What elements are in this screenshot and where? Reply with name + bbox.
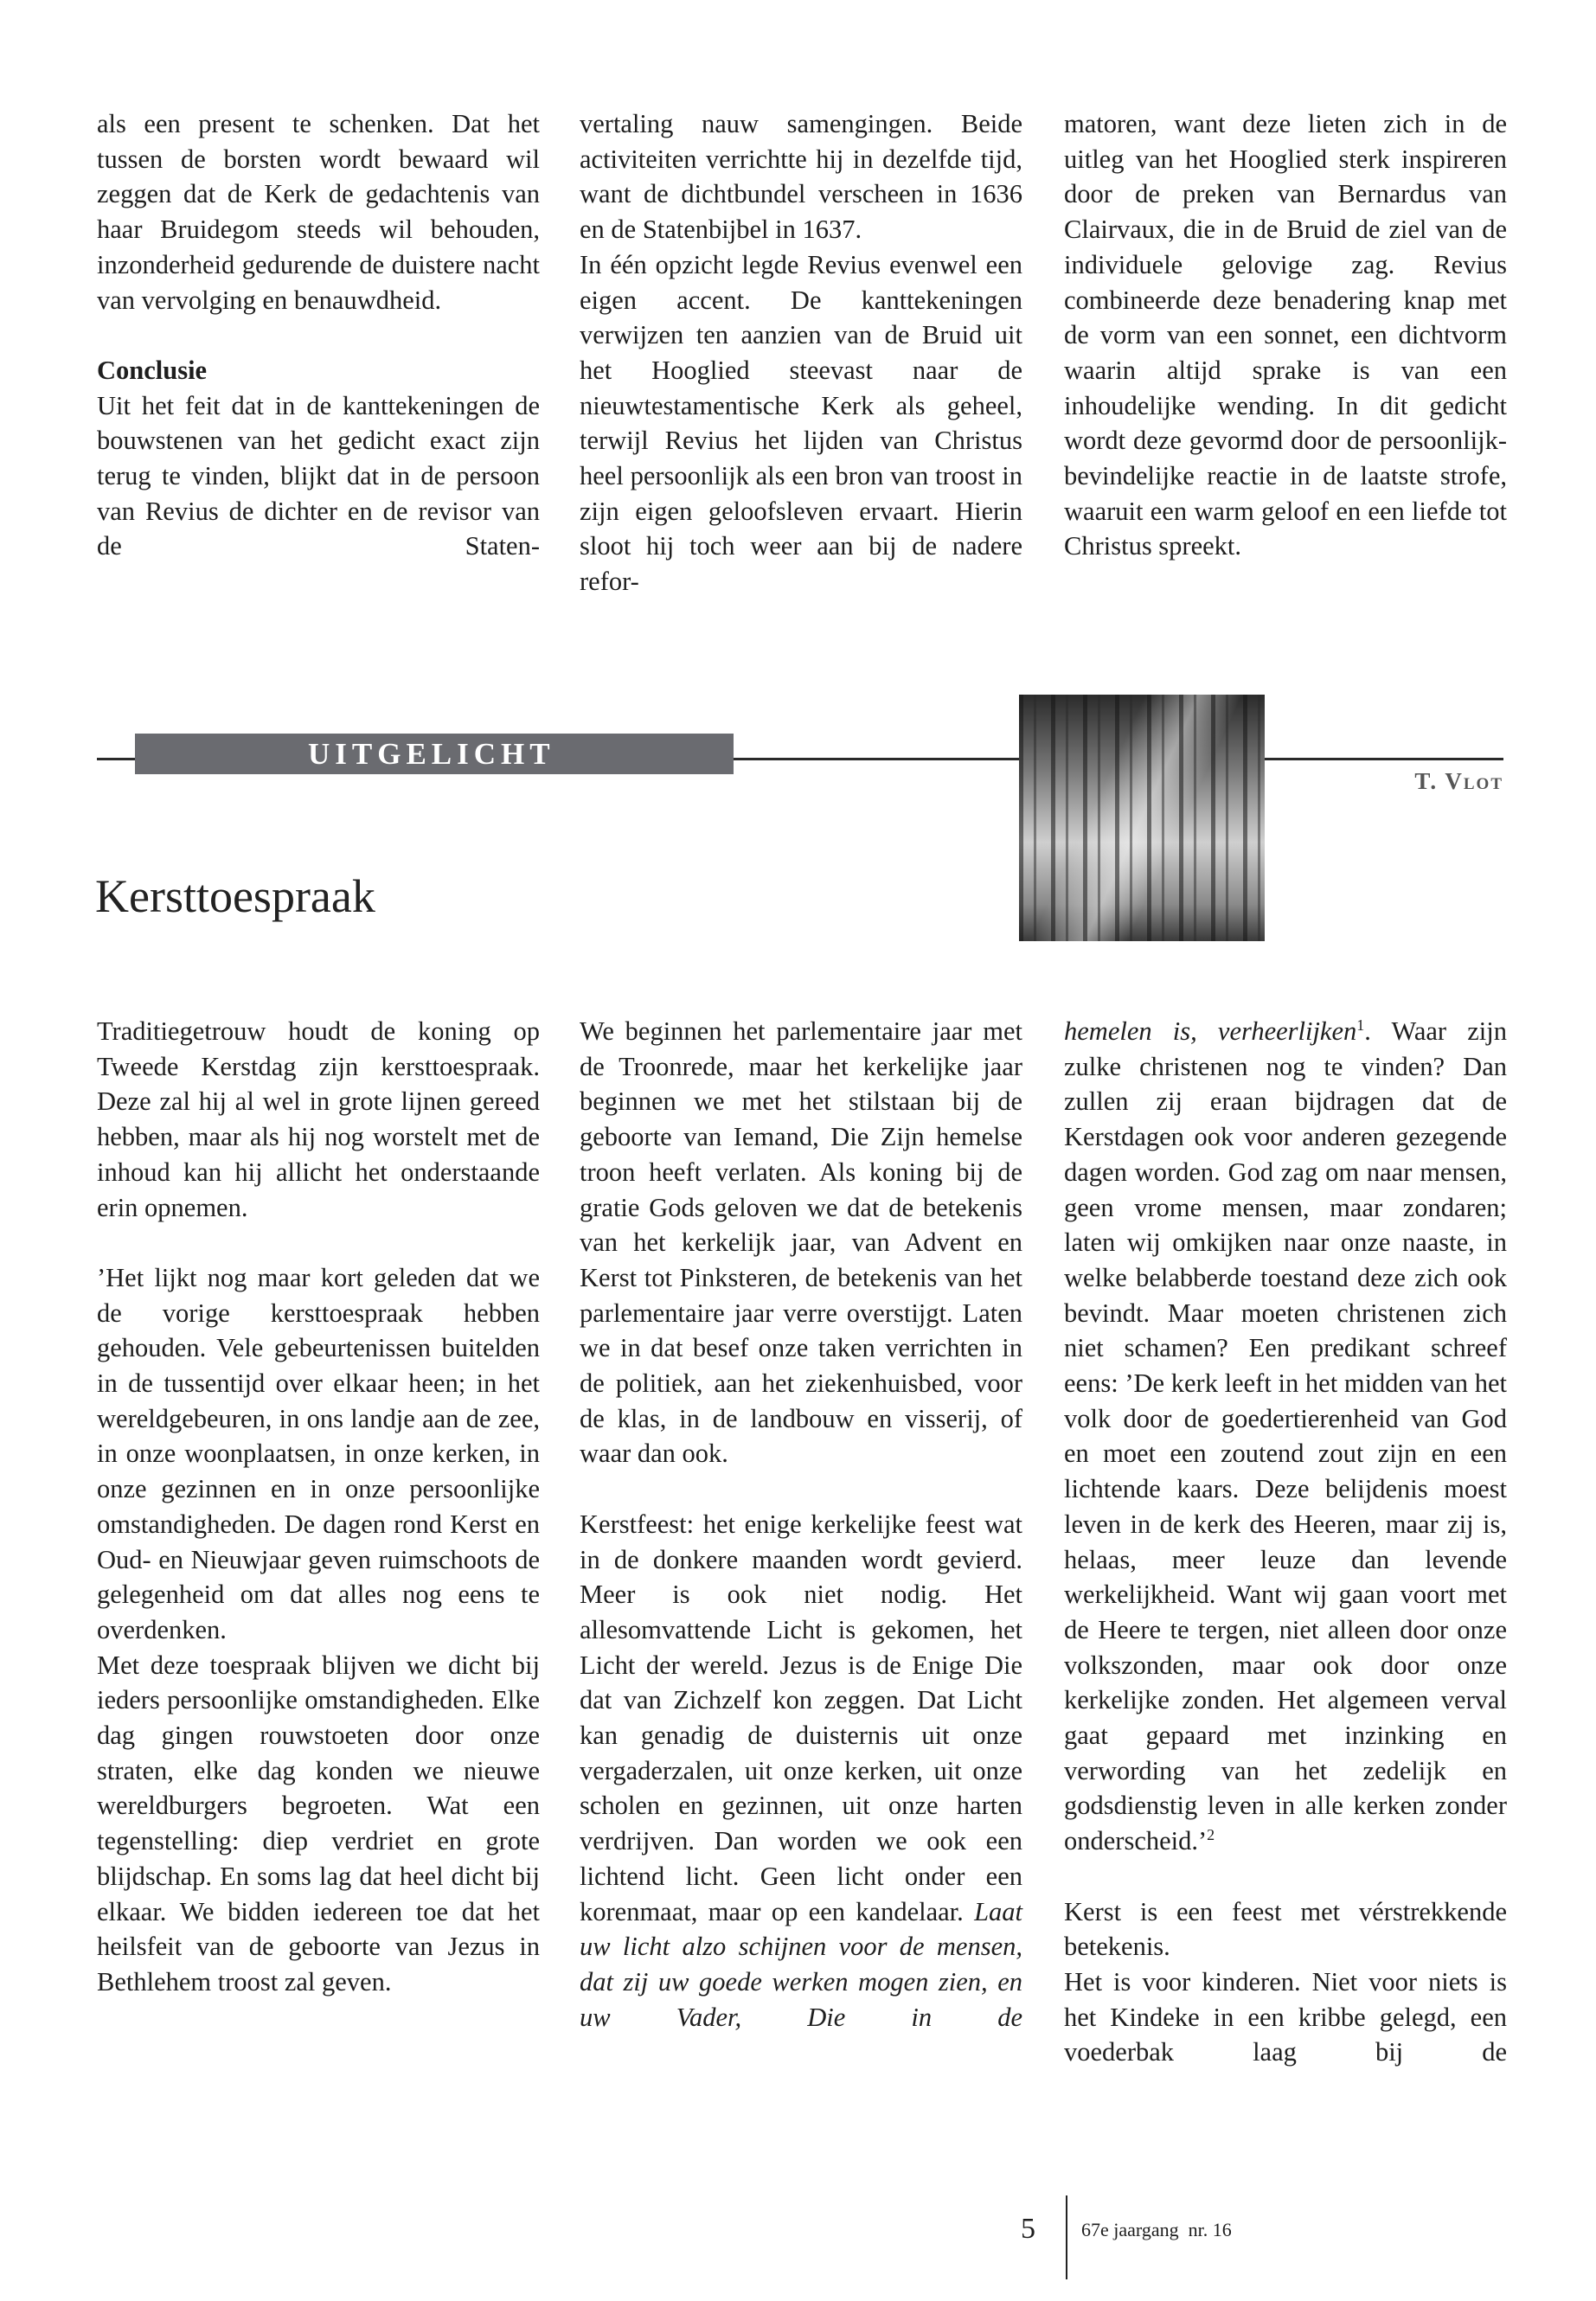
paragraph: als een present te schenken. Dat het tussen de borsten wordt bewaard wil zeggen dat de Kerk de gedachtenis van haar Bruidegom steeds wil behouden, inzonderheid gedurende de duistere nacht van vervolging en benauwdheid. [97, 109, 540, 315]
paragraph: Kerst is een feest met vérstrekkende betekenis. [1064, 1896, 1507, 1962]
header-rule [97, 758, 135, 760]
paragraph: Traditiegetrouw houdt de koning op Tweede Kerstdag zijn kersttoespraak. Deze zal hij al wel in grote lijnen gereed hebben, maar als hij nog worstelt met de inhoud kan hij allicht het onderstaande erin opnemen. [97, 1016, 540, 1222]
section-heading: Conclusie [97, 355, 208, 385]
article-title: Kersttoespraak [95, 870, 375, 922]
paragraph: We beginnen het parlementaire jaar met de Troonrede, maar het kerkelijke jaar beginnen we met het stilstaan bij de geboorte van Iemand, Die Zijn hemelse troon heeft verlaten. Als koning bij de gratie Gods geloven we dat de betekenis van het kerkelijk jaar, van Advent en Kerst tot Pinksteren, de betekenis van het parlementaire jaar verre overstijgt. Laten we in dat besef onze taken verrichten in de politiek, aan het ziekenhuisbed, voor de klas, in de landbouw en visserij, of waar dan ook. [580, 1016, 1022, 1469]
bible-quote: Laat uw licht alzo schijnen voor de mensen, dat zij uw goede werken mogen zien, en uw Vader, Die in de [580, 1896, 1022, 2032]
article-column-1 [97, 1014, 540, 2000]
paragraph: Het is voor kinderen. Niet voor niets is het Kindeke in een kribbe gelegd, een voederbak laag bij de [1064, 1966, 1507, 2067]
paragraph: matoren, want deze lieten zich in de uitleg van het Hooglied sterk inspireren door de preken van Bernardus van Clairvaux, die in de Bruid de ziel van de individuele gelovige zag. Revius combineerde deze benadering knap met de vorm van een sonnet, een dichtvorm waarin altijd sprake is van een inhoudelijke wending. In dit gedicht wordt deze gevormd door de persoonlijk-bevindelijke reactie in de laatste strofe, waaruit een warm geloof en een liefde tot Christus spreekt. [1064, 109, 1507, 561]
paragraph: ’Het lijkt nog maar kort geleden dat we de vorige kersttoespraak hebben gehouden. Vele gebeurtenissen buitelden in de tussentijd over elkaar heen; in het wereldgebeuren, in ons landje aan de zee, in onze woonplaatsen, in onze kerken, in onze gezinnen en in onze persoonlijke omstandigheden. De dagen rond Kerst en Oud- en Nieuwjaar geven ruimschoots de gelegenheid om dat alles nog eens te overdenken. [97, 1262, 540, 1644]
paragraph-text: . Waar zijn zulke christenen nog te vinden? Dan zullen zij eraan bijdragen dat de Kerstdagen ook voor anderen gezegende dagen worden. God zag om naar mensen, geen vrome mensen, maar zondaren; laten wij omkijken naar onze naaste, in welke belabberde toestand deze zich ook bevindt. Maar moeten christenen zich niet schamen? Een predikant schreef eens: ’De kerk leeft in het midden van het volk door de goedertierenheid van God en moet een zoutend zout zijn en een lichtende kaars. Deze belijdenis moest leven in de kerk des Heeren, maar zij is, helaas, meer leuze dan levende werkelijkheid. Want wij gaan voort met de Heere te tergen, niet alleen door onze volkszonden, maar ook door onze kerkelijke zonden. Het algemeen verval gaat gepaard met inzinking en verwording van het zedelijk en godsdienstig leven in alle kerken zonder onderscheid.’ [1064, 1016, 1507, 1856]
header-rule [1265, 758, 1503, 760]
section-label: UITGELICHT [135, 734, 734, 774]
paragraph: Met deze toespraak blijven we dicht bij ieders persoonlijke omstandigheden. Elke dag gingen rouwstoeten door onze straten, elke dag konden we nieuwe wereldburgers begroeten. Wat een tegenstelling: diep verdriet en grote blijdschap. En soms lag dat heel dicht bij elkaar. We bidden iedereen toe dat het heilsfeit van de geboorte van Jezus in Bethlehem troost zal geven. [97, 1650, 540, 1997]
paragraph [580, 1507, 1022, 2035]
paragraph: vertaling nauw samengingen. Beide activiteiten verrichtte hij in dezelfde tijd, want de dichtbundel verscheen in 1636 en de Statenbijbel in 1637. [580, 109, 1022, 245]
issue-info: 67e jaargang nr. 16 [1081, 2219, 1232, 2240]
paragraph: In één opzicht legde Revius evenwel een eigen accent. De kanttekeningen verwijzen ten aanzien van de Bruid uit het Hooglied steevast naar de nieuwtestamentische Kerk als geheel, terwijl Revius het lijden van Christus heel persoonlijk als een bron van troost in zijn eigen geloofsleven ervaart. Hierin sloot hij toch weer aan bij de nadere refor- [580, 249, 1022, 597]
article-column-3 [1064, 1014, 1507, 2070]
bible-quote: hemelen is, verheerlijken [1064, 1016, 1357, 1046]
footer-divider [1066, 2195, 1067, 2279]
page-number: 5 [1021, 2213, 1035, 2245]
paragraph [1064, 1014, 1507, 1859]
forest-photo [1019, 695, 1265, 941]
top-column-1 [97, 106, 540, 564]
article-column-2 [580, 1014, 1022, 2035]
top-column-2 [580, 106, 1022, 599]
footnote-ref: 2 [1207, 1826, 1215, 1844]
top-column-3 [1064, 106, 1507, 564]
paragraph-text: Kerstfeest: het enige kerkelijke feest wat in de donkere maanden wordt gevierd. Meer is ook niet nodig. Het allesomvattende Licht is gekomen, het Licht der wereld. Jezus is de Enige Die dat van Zichzelf kon zeggen. Dat Licht kan genadig de duisternis uit onze vergaderzalen, uit onze kerken, uit onze scholen en gezinnen, uit onze harten verdrijven. Dan worden we ook een lichtend licht. Geen licht onder een korenmaat, maar op een kandelaar. [580, 1509, 1022, 1926]
footnote-ref: 1 [1356, 1016, 1365, 1034]
author-name: T. Vlot [1414, 768, 1503, 794]
header-rule [734, 758, 1019, 760]
paragraph: Uit het feit dat in de kanttekeningen de bouwstenen van het gedicht exact zijn terug te vinden, blijkt dat in de persoon van Revius de dichter en de revisor van de Staten- [97, 390, 540, 561]
